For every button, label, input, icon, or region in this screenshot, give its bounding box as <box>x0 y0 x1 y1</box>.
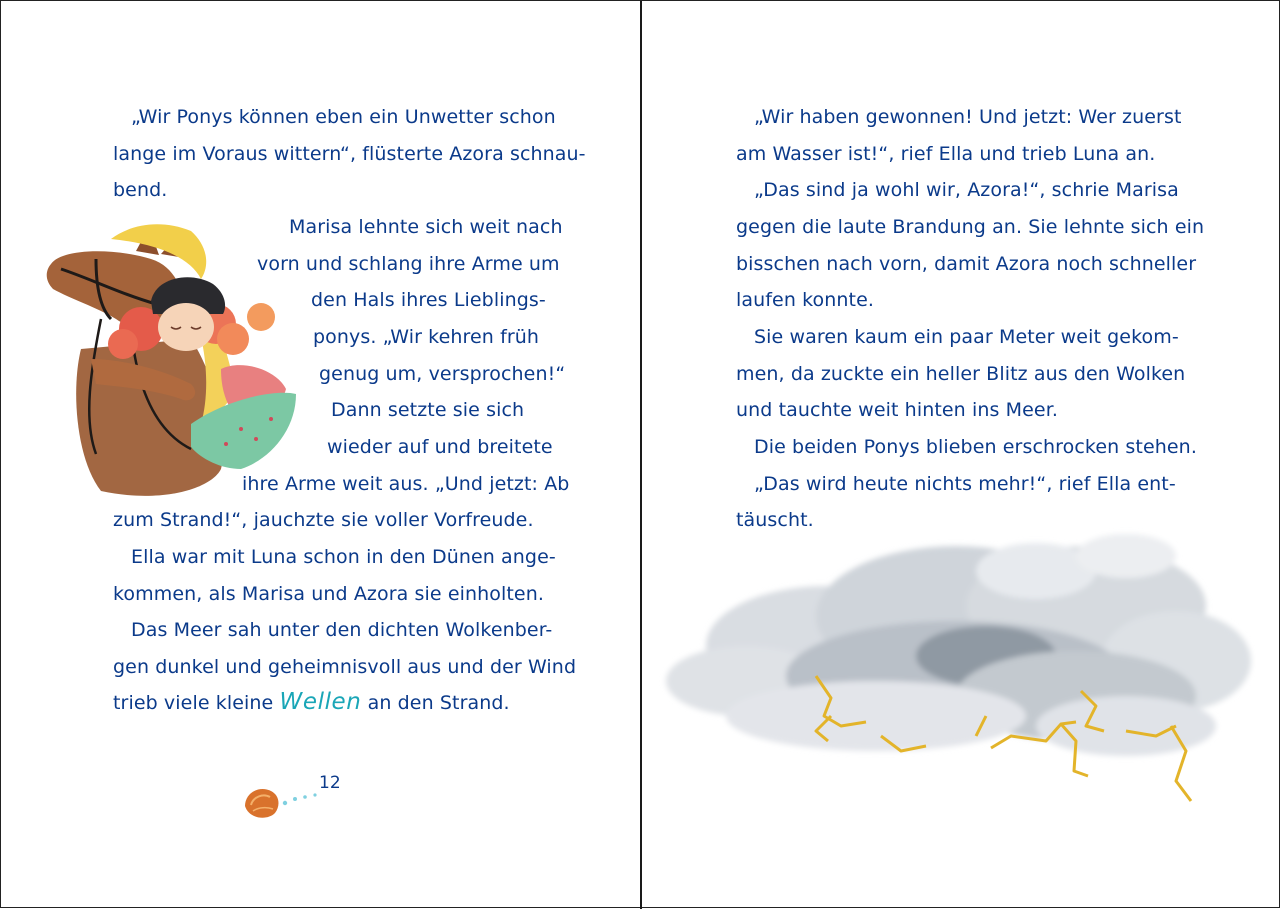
text-line: „Das sind ja wohl wir, Azora!“, schrie Marisa <box>754 179 1179 201</box>
text-line: vorn und schlang ihre Arme um <box>257 253 560 275</box>
text-line: lange im Voraus wittern“, flüsterte Azora schnau- <box>113 143 586 165</box>
text-fragment: trieb viele kleine <box>113 692 274 714</box>
left-page <box>1 1 640 909</box>
text-line-last <box>113 690 510 715</box>
text-line: den Hals ihres Lieblings- <box>311 289 546 311</box>
text-line: Die beiden Ponys blieben erschrocken stehen. <box>754 436 1197 458</box>
text-line: laufen konnte. <box>736 289 875 311</box>
text-line: men, da zuckte ein heller Blitz aus den Wolken <box>736 363 1186 385</box>
text-line: gen dunkel und geheimnisvoll aus und der Wind <box>113 656 577 678</box>
text-line: Dann setzte sie sich <box>331 399 525 421</box>
storm-cloud-illustration <box>656 526 1256 811</box>
text-line: „Wir Ponys können eben ein Unwetter schon <box>131 106 556 128</box>
text-line: täuscht. <box>736 509 814 531</box>
text-line: ihre Arme weit aus. „Und jetzt: Ab <box>242 473 570 495</box>
text-line: ponys. „Wir kehren früh <box>313 326 540 348</box>
text-line: „Wir haben gewonnen! Und jetzt: Wer zuerst <box>754 106 1182 128</box>
text-line: „Das wird heute nichts mehr!“, rief Ella ent- <box>754 473 1176 495</box>
text-line: Das Meer sah unter den dichten Wolkenber- <box>131 619 553 641</box>
text-line: zum Strand!“, jauchzte sie voller Vorfreude. <box>113 509 534 531</box>
text-line: genug um, versprochen!“ <box>319 363 566 385</box>
text-line: gegen die laute Brandung an. Sie lehnte sich ein <box>736 216 1205 238</box>
text-line: und tauchte weit hinten ins Meer. <box>736 399 1059 421</box>
page-number: 12 <box>319 773 341 793</box>
text-line: Sie waren kaum ein paar Meter weit gekom- <box>754 326 1179 348</box>
pony-hug-illustration <box>41 219 301 501</box>
seashell-icon <box>237 781 327 821</box>
text-line: bisschen nach vorn, damit Azora noch schneller <box>736 253 1197 275</box>
text-line: wieder auf und breitete <box>327 436 553 458</box>
text-line: Ella war mit Luna schon in den Dünen ange- <box>131 546 556 568</box>
text-line: am Wasser ist!“, rief Ella und trieb Luna an. <box>736 143 1156 165</box>
text-line: Marisa lehnte sich weit nach <box>289 216 563 238</box>
text-fragment: an den Strand. <box>367 692 510 714</box>
highlight-word: Wellen <box>279 689 362 715</box>
text-line: kommen, als Marisa und Azora sie einholten. <box>113 583 545 605</box>
text-line: bend. <box>113 179 168 201</box>
